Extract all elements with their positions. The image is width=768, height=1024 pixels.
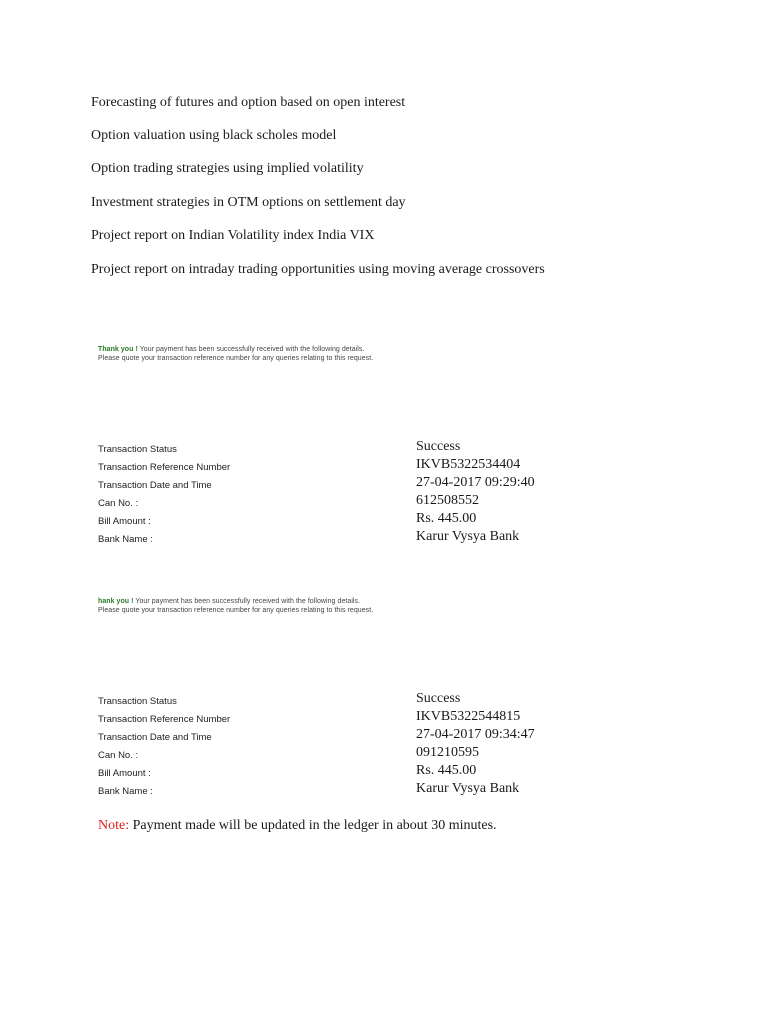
transaction-reference-label: Transaction Reference Number xyxy=(98,462,231,473)
payment-confirmation-message xyxy=(98,597,373,615)
bank-name-value: Karur Vysya Bank xyxy=(416,781,520,796)
topic-item: Investment strategies in OTM options on settlement day xyxy=(91,195,406,210)
transaction-status-label: Transaction Status xyxy=(98,444,177,455)
can-no-label: Can No. : xyxy=(98,498,139,509)
topic-item: Forecasting of futures and option based on open interest xyxy=(91,95,406,110)
transaction-status-label: Transaction Status xyxy=(98,696,177,707)
can-no-value: 091210595 xyxy=(416,745,479,760)
topic-item: Project report on intraday trading opportunities using moving average crossovers xyxy=(91,262,545,277)
transaction-status-value: Success xyxy=(416,439,461,454)
note-text: Payment made will be updated in the ledger in about 30 minutes. xyxy=(129,818,497,833)
bill-amount-value: Rs. 445.00 xyxy=(416,511,477,526)
transaction-datetime-value: 27-04-2017 09:34:47 xyxy=(416,727,535,742)
confirmation-text: Your payment has been successfully received with the following details. xyxy=(133,598,361,605)
note-label: Note: xyxy=(98,818,130,833)
bank-name-label: Bank Name : xyxy=(98,534,153,545)
reference-instruction: Please quote your transaction reference number for any queries relating to this request. xyxy=(98,355,374,362)
thank-you-label: hank you ! xyxy=(98,598,134,605)
bank-name-value: Karur Vysya Bank xyxy=(416,529,520,544)
topic-item: Option trading strategies using implied volatility xyxy=(91,161,364,176)
thank-you-label: Thank you ! xyxy=(98,346,138,353)
can-no-value: 612508552 xyxy=(416,493,479,508)
bank-name-label: Bank Name : xyxy=(98,786,153,797)
transaction-datetime-label: Transaction Date and Time xyxy=(98,732,212,743)
transaction-datetime-label: Transaction Date and Time xyxy=(98,480,212,491)
transaction-reference-label: Transaction Reference Number xyxy=(98,714,231,725)
reference-instruction: Please quote your transaction reference number for any queries relating to this request. xyxy=(98,607,374,614)
transaction-reference-value: IKVB5322544815 xyxy=(416,709,521,724)
transaction-reference-value: IKVB5322534404 xyxy=(416,457,521,472)
transaction-datetime-value: 27-04-2017 09:29:40 xyxy=(416,475,535,490)
payment-confirmation-message xyxy=(98,345,373,363)
bill-amount-label: Bill Amount : xyxy=(98,516,151,527)
bill-amount-label: Bill Amount : xyxy=(98,768,151,779)
bill-amount-value: Rs. 445.00 xyxy=(416,763,477,778)
topic-item: Option valuation using black scholes model xyxy=(91,128,337,143)
transaction-status-value: Success xyxy=(416,691,461,706)
ledger-update-note xyxy=(98,818,497,834)
can-no-label: Can No. : xyxy=(98,750,139,761)
topic-item: Project report on Indian Volatility index India VIX xyxy=(91,228,375,243)
confirmation-text: Your payment has been successfully received with the following details. xyxy=(137,346,365,353)
